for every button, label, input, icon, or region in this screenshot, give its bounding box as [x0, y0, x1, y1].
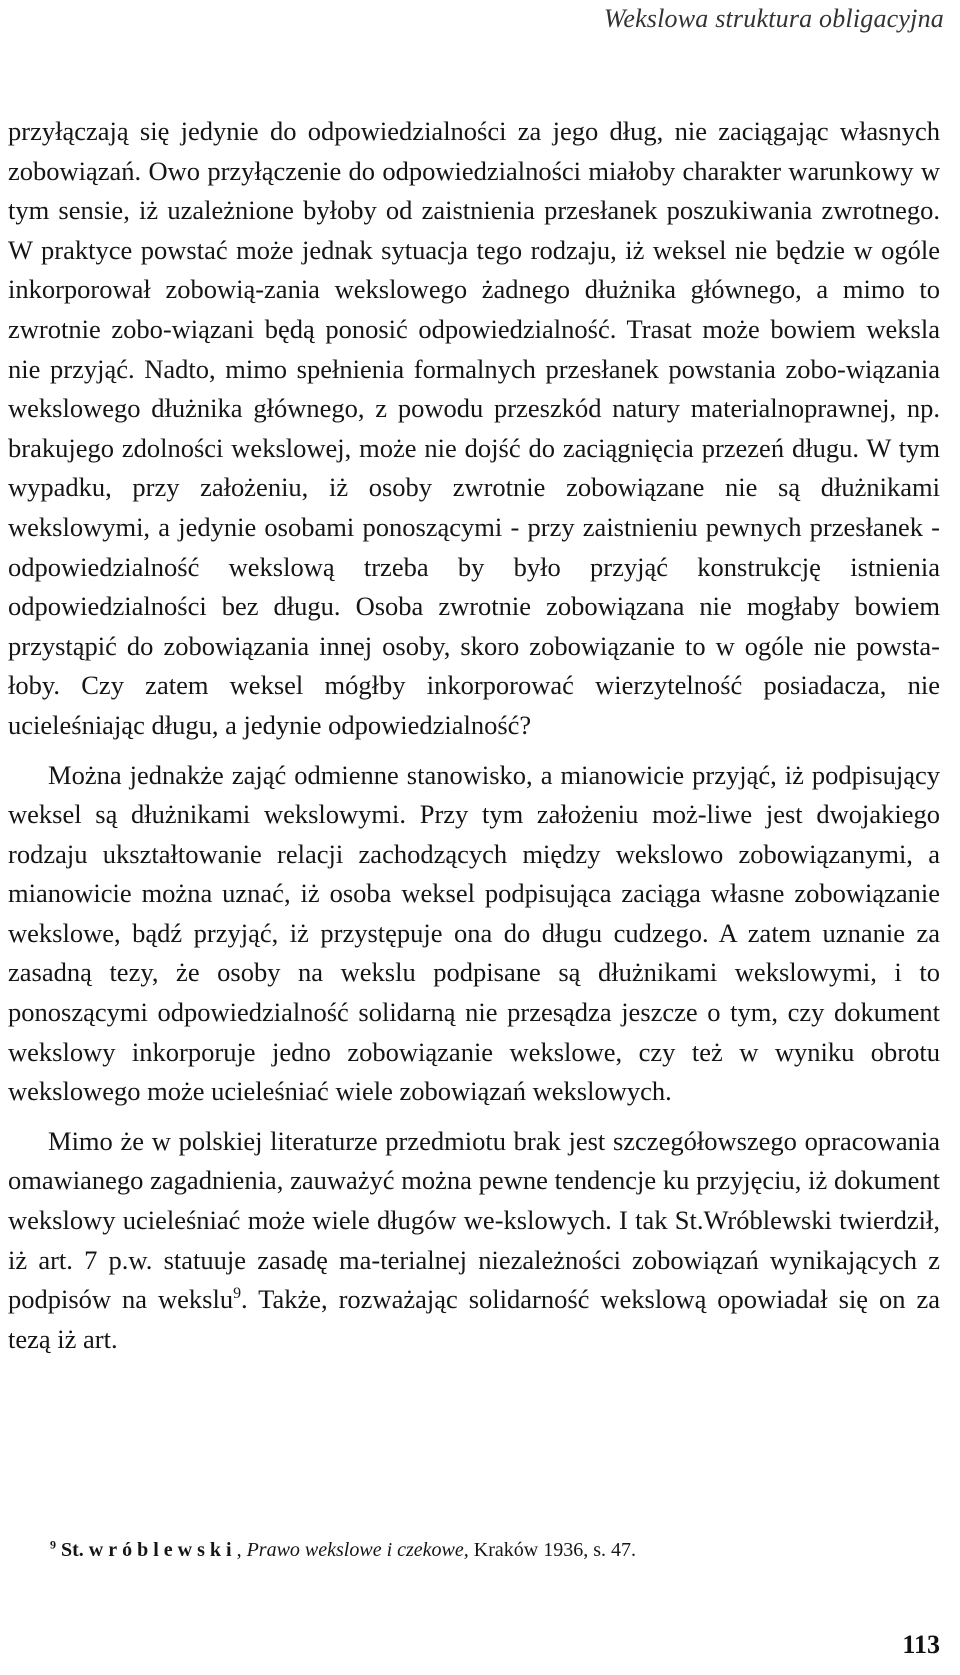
footnote: [50, 1536, 636, 1564]
footnote-place-year: Kraków 1936, s. 47.: [473, 1539, 636, 1561]
footnote-author-initial: St.: [61, 1539, 84, 1561]
paragraph-2: Można jednakże zająć odmienne stanowisko, a mianowicie przyjąć, iż podpisujący weksel są dłużnikami wekslowymi. Przy tym założeniu moż-liwe jest dwojakiego rodzaju ukształtowanie relacji zachodzących między wekslowo zobowiązanymi, a mianowicie można uznać, iż osoba weksel podpisująca zaciąga własne zobowiązanie wekslowe, bądź przyjąć, iż przystępuje ona do długu cudzego. A zatem uznanie za zasadną tezy, że osoby na wekslu podpisane są dłużnikami wekslowymi, i to ponoszącymi odpowiedzialność solidarną nie przesądza jeszcze o tym, czy dokument wekslowy inkorporuje jedno zobowiązanie wekslowe, czy też w wyniku obrotu wekslowego może ucieleśniać wiele zobowiązań wekslowych.: [8, 759, 940, 1107]
paragraph-3-text: Mimo że w polskiej literaturze przedmiotu brak jest szczegółowszego opracowania omawianego zagadnienia, zauważyć można pewne tendencje ku przyjęciu, iż dokument wekslowy ucieleśniać może wiele długów we-kslowych. I tak St.Wróblewski twierdził, iż art. 7 p.w. statuuje zasadę ma-terialnej niezależności zobowiązań wynikających z podpisów na wekslu: [8, 1125, 940, 1315]
running-header-title: Wekslowa struktura obligacyjna: [603, 4, 944, 33]
body-text: [8, 112, 940, 1359]
paragraph-3: [8, 1122, 940, 1360]
footnote-reference[interactable]: 9: [233, 1285, 242, 1303]
paragraph-3-continuation: . Także, rozważając solidarność wekslową opowiadał się on za tezą iż art.: [8, 1284, 941, 1354]
footnote-separator: ,: [236, 1539, 242, 1561]
paragraph-1: przyłączają się jedynie do odpowiedzialności za jego dług, nie zaciągając własnych zobowiązań. Owo przyłączenie do odpowiedzialności miałoby charakter warunkowy w tym sensie, iż uzależnione byłoby od zaistnienia przesłanek poszukiwania zwrotnego. W praktyce powstać może jednak sytuacja tego rodzaju, iż weksel nie będzie w ogóle inkorporował zobowią-zania wekslowego żadnego dłużnika głównego, a mimo to zwrotnie zobo-wiązani będą ponosić odpowiedzialność. Trasat może bowiem weksla nie przyjąć. Nadto, mimo spełnienia formalnych przesłanek powstania zobo-wiązania wekslowego dłużnika głównego, z powodu przeszkód natury materialnoprawnej, np. brakujego zdolności wekslowej, może nie dojść do zaciągnięcia przezeń długu. W tym wypadku, przy założeniu, iż osoby zwrotnie zobowiązane nie są dłużnikami wekslowymi, a jedynie osobami ponoszącymi - przy zaistnieniu pewnych przesłanek - odpowiedzialność wekslową trzeba by było przyjąć konstrukcję istnienia odpowiedzialności bez długu. Osoba zwrotnie zobowiązana nie mogłaby bowiem przystąpić do zobowiązania innej osoby, skoro zobowiązanie to w ogóle nie powsta-łoby. Czy zatem weksel mógłby inkorporować wierzytelność posiadacza, nie ucieleśniając długu, a jedynie odpowiedzialność?: [8, 116, 940, 740]
footnote-author-surname: wróblewski: [88, 1539, 237, 1561]
page-number: 113: [902, 1630, 940, 1659]
footnote-book-title: Prawo wekslowe i czekowe,: [246, 1539, 469, 1561]
footnote-number: 9: [50, 1537, 56, 1552]
